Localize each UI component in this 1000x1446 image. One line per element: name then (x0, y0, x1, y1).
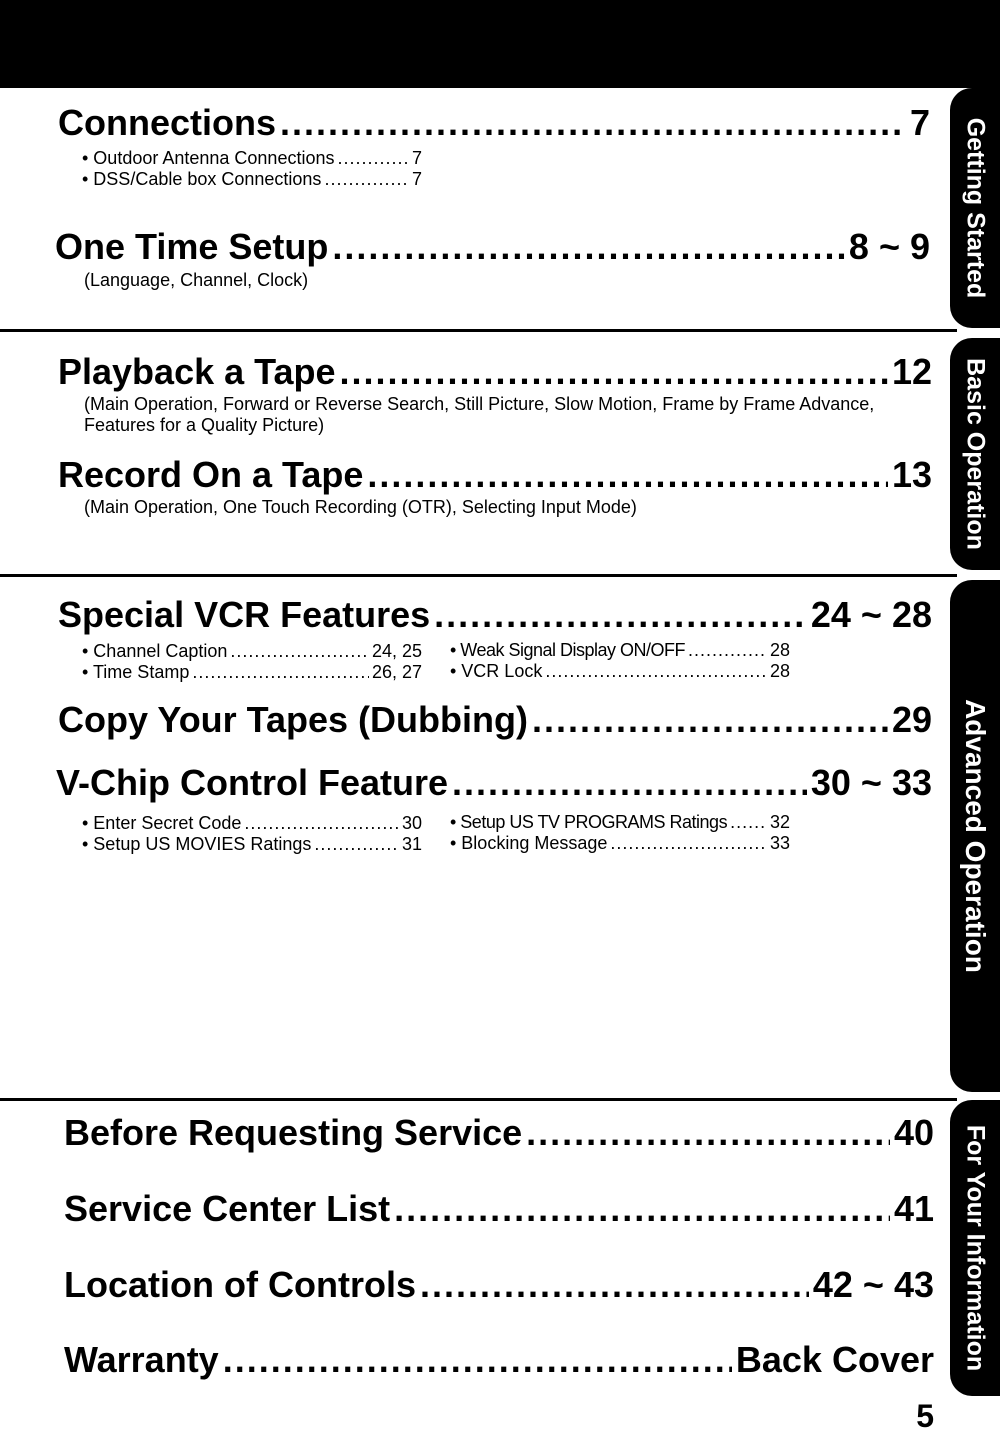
leader-dots (244, 813, 399, 834)
sub-item-page: 7 (411, 169, 422, 189)
entry-page: 7 (909, 102, 930, 143)
sub-item-page: 24, 25 (371, 641, 422, 661)
sub-item-label: • Outdoor Antenna Connections (82, 148, 335, 168)
entry-title: Location of Controls (64, 1264, 416, 1305)
leader-dots (452, 762, 807, 804)
toc-entry-playback[interactable] (58, 351, 932, 393)
leader-dots (434, 594, 807, 636)
entry-page: 42 ~ 43 (812, 1264, 934, 1305)
toc-entry-location-controls[interactable] (64, 1264, 934, 1306)
leader-dots (314, 834, 399, 855)
toc-entry-warranty[interactable] (64, 1339, 934, 1381)
sub-item[interactable] (82, 641, 422, 662)
leader-dots (532, 699, 888, 741)
leader-dots (280, 102, 906, 144)
entry-note: (Main Operation, One Touch Recording (OTR), Selecting Input Mode) (84, 497, 637, 517)
sub-item[interactable] (82, 148, 422, 169)
leader-dots (192, 662, 369, 683)
entry-title: Warranty (64, 1339, 219, 1380)
section-divider (0, 1098, 957, 1101)
leader-dots (394, 1188, 890, 1230)
entry-title: Before Requesting Service (64, 1112, 523, 1153)
toc-entry-connections[interactable] (58, 102, 930, 144)
sub-item[interactable] (82, 169, 422, 190)
page-number: 5 (916, 1398, 934, 1434)
sub-item-label: • DSS/Cable box Connections (82, 169, 322, 189)
sub-item[interactable] (450, 661, 790, 682)
toc-entry-one-time-setup[interactable] (55, 226, 930, 268)
tab-label: Advanced Operation (960, 699, 991, 973)
entry-page: 24 ~ 28 (810, 594, 932, 635)
sub-item-label: • Setup US TV PROGRAMS Ratings (450, 812, 728, 832)
tab-advanced-operation[interactable] (950, 580, 1000, 1092)
toc-entry-service-center[interactable] (64, 1188, 934, 1230)
sub-item-label: • Blocking Message (450, 833, 608, 853)
entry-page: Back Cover (735, 1339, 934, 1380)
entry-page: 40 (893, 1112, 934, 1153)
sub-item[interactable] (82, 813, 422, 834)
leader-dots (340, 351, 888, 393)
sub-item-page: 26, 27 (371, 662, 422, 682)
toc-entry-special-vcr[interactable] (58, 594, 932, 636)
sub-item-label: • Enter Secret Code (82, 813, 242, 833)
section-divider (0, 574, 957, 577)
tab-for-your-information[interactable] (950, 1100, 1000, 1396)
sub-item-page: 30 (401, 813, 422, 833)
tab-getting-started[interactable] (950, 88, 1000, 328)
sub-item-page: 28 (769, 640, 790, 660)
leader-dots (730, 812, 767, 833)
sub-item-label: • Setup US MOVIES Ratings (82, 834, 312, 854)
sub-item-page: 7 (411, 148, 422, 168)
leader-dots (223, 1339, 732, 1381)
leader-dots (367, 454, 888, 496)
toc-entry-v-chip[interactable] (56, 762, 932, 804)
sub-item[interactable] (450, 833, 790, 854)
leader-dots (332, 226, 845, 268)
sub-item[interactable] (82, 834, 422, 855)
entry-note: (Main Operation, Forward or Reverse Search, Still Picture, Slow Motion, Frame by Frame Advance, Features for a Quality Picture) (84, 394, 875, 435)
entry-page: 29 (891, 699, 932, 740)
toc-entry-record[interactable] (58, 454, 932, 496)
entry-title: Record On a Tape (58, 454, 364, 495)
sub-item-page: 28 (769, 661, 790, 681)
entry-title: Connections (58, 102, 277, 143)
sub-item-label: • VCR Lock (450, 661, 543, 681)
entry-note: (Language, Channel, Clock) (84, 270, 309, 290)
entry-page: 30 ~ 33 (810, 762, 932, 803)
sub-item[interactable] (82, 662, 422, 683)
sub-item-page: 33 (769, 833, 790, 853)
header-bar (0, 0, 1000, 88)
section-divider (0, 329, 957, 332)
leader-dots (526, 1112, 890, 1154)
sub-item-label: • Channel Caption (82, 641, 228, 661)
sub-item-page: 32 (769, 812, 790, 832)
entry-page: 12 (891, 351, 932, 392)
tab-label: Getting Started (961, 117, 990, 299)
leader-dots (324, 169, 409, 190)
leader-dots (545, 661, 767, 682)
entry-title: Service Center List (64, 1188, 391, 1229)
sub-item[interactable] (450, 812, 790, 833)
entry-title: Copy Your Tapes (Dubbing) (58, 699, 528, 740)
sub-item[interactable] (450, 640, 790, 661)
leader-dots (610, 833, 767, 854)
entry-title: One Time Setup (55, 226, 329, 267)
leader-dots (420, 1264, 809, 1306)
sub-item-label: • Time Stamp (82, 662, 190, 682)
entry-title: Playback a Tape (58, 351, 336, 392)
tab-label: Basic Operation (961, 358, 990, 550)
toc-entry-copy-tapes[interactable] (58, 699, 932, 741)
entry-title: V-Chip Control Feature (56, 762, 449, 803)
entry-page: 13 (891, 454, 932, 495)
toc-entry-before-service[interactable] (64, 1112, 934, 1154)
leader-dots (337, 148, 409, 169)
sub-item-label: • Weak Signal Display ON/OFF (450, 640, 686, 660)
tab-label: For Your Information (961, 1124, 990, 1372)
entry-title: Special VCR Features (58, 594, 431, 635)
leader-dots (230, 641, 369, 662)
entry-page: 8 ~ 9 (848, 226, 930, 267)
sub-item-page: 31 (401, 834, 422, 854)
leader-dots (688, 640, 767, 661)
tab-basic-operation[interactable] (950, 338, 1000, 570)
entry-page: 41 (893, 1188, 934, 1229)
